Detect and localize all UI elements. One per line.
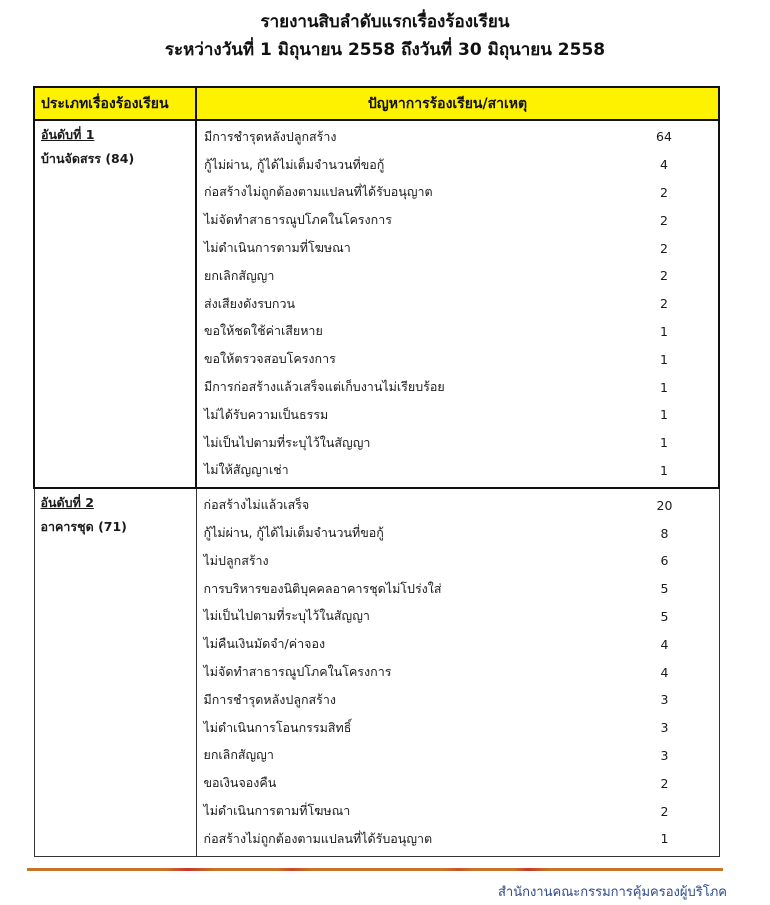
issue-row bbox=[197, 429, 718, 457]
issue-count: 2 bbox=[660, 240, 668, 256]
issue-text: การบริหารของนิติบุคคลอาคารชุดไม่โปร่งใส่ bbox=[203, 580, 442, 596]
issue-text: ไม่ดำเนินการตามที่โฆษณา bbox=[204, 240, 351, 256]
issue-row bbox=[197, 714, 719, 742]
issue-row bbox=[197, 179, 718, 207]
issue-text: ยกเลิกสัญญา bbox=[204, 267, 275, 283]
rank-label: อันดับที่ 2 bbox=[40, 495, 94, 511]
issue-row bbox=[197, 290, 718, 318]
category-cell bbox=[34, 488, 196, 856]
issue-count: 5 bbox=[660, 581, 669, 597]
report-date-range: ระหว่างวันที่ 1 มิถุนายน 2558 ถึงวันที่ 30 มิถุนายน 2558 bbox=[164, 40, 606, 60]
issue-text: กู้ไม่ผ่าน, กู้ได้ไม่เต็มจำนวนที่ขอกู้ bbox=[203, 525, 384, 541]
issue-row bbox=[197, 234, 718, 262]
issue-text: ไม่ปลูกสร้าง bbox=[203, 552, 269, 568]
issue-text: ก่อสร้างไม่ถูกต้องตามแปลนที่ได้รับอนุญาต bbox=[203, 830, 433, 846]
issue-count: 4 bbox=[660, 664, 669, 680]
issue-count: 2 bbox=[660, 803, 669, 819]
issue-text: ไม่ให้สัญญาเช่า bbox=[204, 462, 289, 478]
issue-row bbox=[197, 686, 719, 714]
report-title bbox=[0, 8, 770, 64]
issue-count: 1 bbox=[660, 407, 668, 423]
issue-count: 1 bbox=[660, 831, 669, 847]
issue-list bbox=[197, 489, 719, 855]
issue-row bbox=[197, 797, 719, 825]
issue-text: ไม่ดำเนินการโอนกรรมสิทธิ์ bbox=[203, 719, 352, 735]
issue-count: 2 bbox=[660, 296, 668, 312]
issue-list bbox=[197, 121, 718, 487]
issue-row bbox=[197, 206, 718, 234]
issue-text: กู้ไม่ผ่าน, กู้ได้ไม่เต็มจำนวนที่ขอกู้ bbox=[204, 156, 385, 172]
category-label: อาคารชุด (71) bbox=[40, 519, 127, 535]
issue-count: 1 bbox=[660, 435, 668, 451]
issue-text: ส่งเสียงดังรบกวน bbox=[204, 295, 296, 311]
issues-cell bbox=[196, 488, 719, 856]
issue-count: 1 bbox=[660, 323, 668, 339]
issue-row bbox=[197, 575, 719, 603]
issue-row bbox=[197, 658, 719, 686]
issue-count: 2 bbox=[660, 268, 668, 284]
header-complaint-type: ประเภทเรื่องร้องเรียน bbox=[34, 87, 196, 120]
table-header-row bbox=[34, 87, 719, 120]
header-complaint-issue: ปัญหาการร้องเรียน/สาเหตุ bbox=[196, 87, 719, 120]
category-label: บ้านจัดสรร (84) bbox=[41, 151, 135, 166]
issue-count: 3 bbox=[660, 692, 669, 708]
issue-text: มีการก่อสร้างแล้วเสร็จแต่เก็บงานไม่เรียบร้อย bbox=[204, 379, 445, 395]
issue-count: 2 bbox=[660, 775, 669, 791]
issue-count: 1 bbox=[660, 351, 668, 367]
issue-count: 64 bbox=[656, 129, 672, 145]
report-title-main: รายงานสิบลำดับแรกเรื่องร้องเรียน bbox=[260, 12, 510, 32]
issue-row bbox=[197, 769, 719, 797]
issue-count: 2 bbox=[660, 184, 668, 200]
issue-text: ขอให้ชดใช้ค่าเสียหาย bbox=[204, 323, 323, 339]
issue-row bbox=[197, 457, 718, 485]
issue-row bbox=[197, 519, 719, 547]
issue-row bbox=[197, 373, 718, 401]
group-row-rank-1 bbox=[34, 120, 719, 488]
issue-count: 3 bbox=[660, 747, 669, 763]
issue-text: ยกเลิกสัญญา bbox=[203, 747, 274, 763]
issue-count: 20 bbox=[656, 497, 673, 513]
issue-row bbox=[197, 123, 718, 151]
issue-count: 5 bbox=[660, 608, 669, 624]
issue-text: ก่อสร้างไม่แล้วเสร็จ bbox=[203, 497, 310, 513]
issue-text: ขอเงินจองคืน bbox=[203, 775, 277, 791]
issue-text: ไม่เป็นไปตามที่ระบุไว้ในสัญญา bbox=[204, 434, 371, 450]
issue-row bbox=[197, 491, 719, 519]
issue-row bbox=[197, 630, 719, 658]
issue-count: 8 bbox=[660, 525, 669, 541]
issue-row bbox=[197, 151, 718, 179]
issue-text: ไม่ได้รับความเป็นธรรม bbox=[204, 406, 329, 422]
issue-text: ไม่จัดทำสาธารณูปโภคในโครงการ bbox=[204, 212, 392, 228]
complaints-table bbox=[33, 86, 720, 857]
issue-count: 3 bbox=[660, 720, 669, 736]
category-cell bbox=[34, 120, 196, 488]
footer-divider bbox=[27, 868, 723, 871]
issue-text: มีการชำรุดหลังปลูกสร้าง bbox=[204, 128, 337, 144]
group-row-rank-2 bbox=[34, 488, 719, 856]
issue-row bbox=[197, 401, 718, 429]
issue-count: 6 bbox=[660, 553, 669, 569]
rank-label: อันดับที่ 1 bbox=[41, 127, 95, 142]
issues-cell bbox=[196, 120, 719, 488]
issue-text: ไม่ดำเนินการตามที่โฆษณา bbox=[203, 803, 351, 819]
issue-count: 1 bbox=[660, 379, 668, 395]
footer-organization: สำนักงานคณะกรรมการคุ้มครองผู้บริโภค bbox=[497, 885, 727, 900]
issue-text: มีการชำรุดหลังปลูกสร้าง bbox=[203, 691, 337, 707]
issue-text: ก่อสร้างไม่ถูกต้องตามแปลนที่ได้รับอนุญาต bbox=[204, 184, 433, 200]
issue-row bbox=[197, 825, 719, 853]
issue-row bbox=[197, 318, 718, 346]
issue-row bbox=[197, 345, 718, 373]
issue-row bbox=[197, 262, 718, 290]
issue-row bbox=[197, 603, 719, 631]
issue-row bbox=[197, 742, 719, 770]
issue-count: 2 bbox=[660, 212, 668, 228]
issue-count: 1 bbox=[660, 462, 668, 478]
issue-text: ขอให้ตรวจสอบโครงการ bbox=[204, 351, 336, 367]
issue-text: ไม่คืนเงินมัดจำ/ค่าจอง bbox=[203, 636, 326, 652]
issue-count: 4 bbox=[660, 636, 669, 652]
issue-text: ไม่จัดทำสาธารณูปโภคในโครงการ bbox=[203, 664, 392, 680]
issue-row bbox=[197, 547, 719, 575]
issue-text: ไม่เป็นไปตามที่ระบุไว้ในสัญญา bbox=[203, 608, 370, 624]
issue-count: 4 bbox=[660, 157, 668, 173]
